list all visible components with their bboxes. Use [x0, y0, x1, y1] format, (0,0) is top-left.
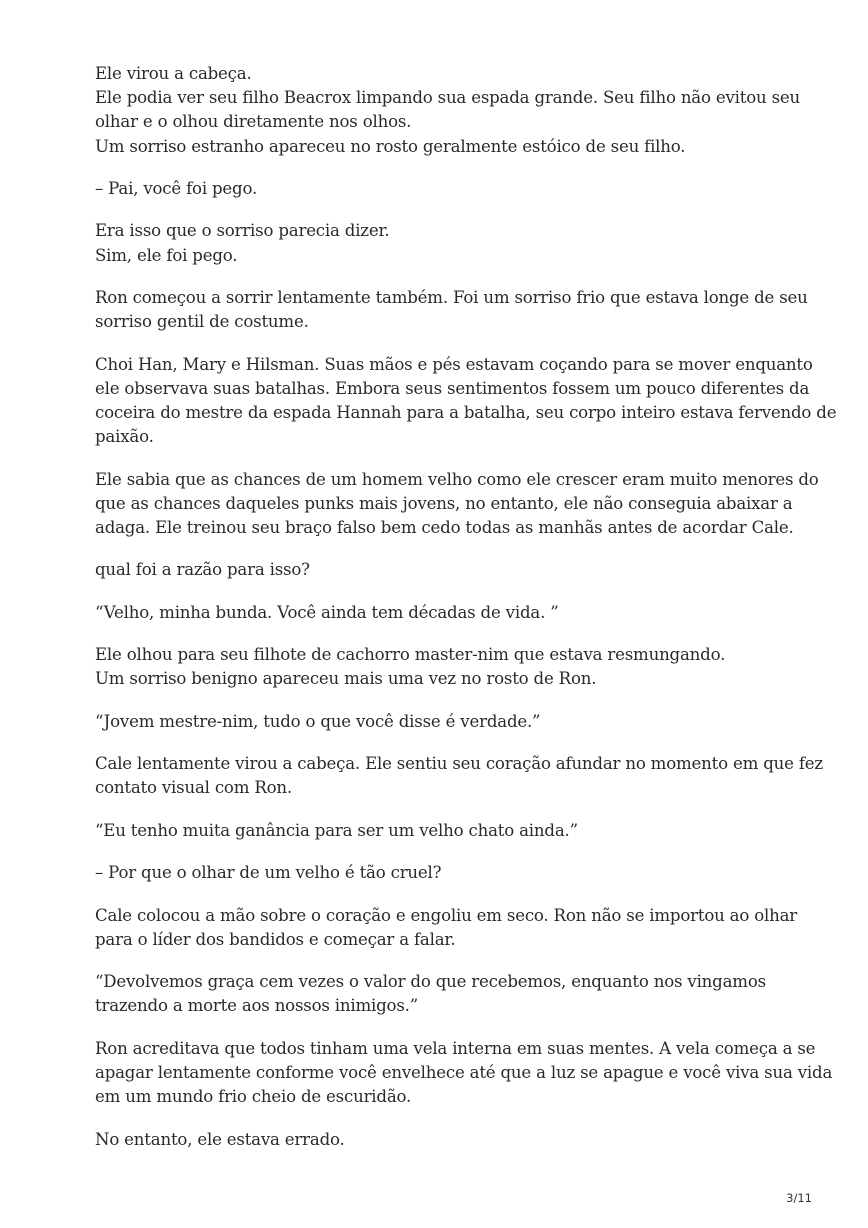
- paragraph: [95, 752, 823, 800]
- text-line: coceira do mestre da espada Hannah para a batalha, seu corpo inteiro estava fervendo de: [95, 402, 837, 422]
- text-line: – Pai, você foi pego.: [95, 179, 258, 198]
- text-line: qual foi a razão para isso?: [95, 560, 310, 580]
- text-line: Cale lentamente virou a cabeça. Ele sentiu seu coração afundar no momento em que fez: [95, 754, 823, 774]
- text-line: – Por que o olhar de um velho é tão cruel?: [95, 863, 442, 883]
- paragraph: [95, 861, 795, 885]
- paragraph: [95, 468, 819, 541]
- text-line: apagar lentamente conforme você envelhece até que a luz se apague e você viva sua vida: [95, 1062, 833, 1082]
- paragraph: [95, 904, 798, 952]
- text-line: Ele podia ver seu filho Beacrox limpando sua espada grande. Seu filho não evitou seu: [95, 88, 801, 108]
- paragraph: [95, 177, 795, 201]
- document-page: [95, 62, 837, 1170]
- text-line: Ron acreditava que todos tinham uma vela interna em suas mentes. A vela começa a se: [95, 1038, 816, 1058]
- text-line: olhar e o olhou diretamente nos olhos.: [95, 112, 412, 132]
- text-line: Ron começou a sorrir lentamente também. Foi um sorriso frio que estava longe de seu: [95, 287, 808, 307]
- text-line: trazendo a morte aos nossos inimigos.”: [95, 996, 419, 1016]
- text-line: Era isso que o sorriso parecia dizer.: [95, 221, 390, 241]
- text-line: “Eu tenho muita ganância para ser um velho chato ainda.”: [95, 820, 578, 840]
- text-line: “Jovem mestre-nim, tudo o que você disse é verdade.”: [95, 711, 541, 731]
- text-line: “Velho, minha bunda. Você ainda tem décadas de vida. ”: [95, 602, 559, 622]
- paragraph: [95, 353, 837, 450]
- text-line: Ele virou a cabeça.: [95, 64, 252, 83]
- text-line: para o líder dos bandidos e começar a falar.: [95, 929, 456, 949]
- page-number: 3/11: [786, 1191, 812, 1205]
- text-line: contato visual com Ron.: [95, 778, 292, 798]
- text-line: sorriso gentil de costume.: [95, 312, 309, 332]
- text-line: adaga. Ele treinou seu braço falso bem cedo todas as manhãs antes de acordar Cale.: [95, 517, 794, 537]
- text-line: Sim, ele foi pego.: [95, 245, 238, 265]
- text-line: em um mundo frio cheio de escuridão.: [95, 1087, 412, 1107]
- paragraph: [95, 1037, 833, 1110]
- text-line: Um sorriso estranho apareceu no rosto geralmente estóico de seu filho.: [95, 136, 686, 156]
- text-line: que as chances daqueles punks mais jovens, no entanto, ele não conseguia abaixar a: [95, 493, 793, 513]
- paragraph: [95, 558, 795, 582]
- paragraph: [95, 643, 795, 691]
- paragraph: [95, 286, 808, 334]
- text-line: Um sorriso benigno apareceu mais uma vez no rosto de Ron.: [95, 669, 597, 689]
- paragraph: [95, 710, 795, 734]
- text-line: ele observava suas batalhas. Embora seus sentimentos fossem um pouco diferentes da: [95, 378, 810, 398]
- text-line: “Devolvemos graça cem vezes o valor do que recebemos, enquanto nos vingamos: [95, 972, 766, 992]
- text-line: Choi Han, Mary e Hilsman. Suas mãos e pés estavam coçando para se mover enquanto: [95, 354, 813, 374]
- paragraph: [95, 62, 801, 159]
- text-line: Ele olhou para seu filhote de cachorro master-nim que estava resmungando.: [95, 645, 726, 665]
- text-line: Ele sabia que as chances de um homem velho como ele crescer eram muito menores do: [95, 469, 819, 489]
- text-line: paixão.: [95, 427, 154, 447]
- text-line: Cale colocou a mão sobre o coração e engoliu em seco. Ron não se importou ao olhar: [95, 905, 798, 925]
- paragraph: [95, 601, 795, 625]
- paragraph: [95, 1128, 795, 1152]
- text-line: No entanto, ele estava errado.: [95, 1129, 345, 1149]
- paragraph: [95, 970, 795, 1018]
- paragraph: [95, 819, 795, 843]
- paragraph: [95, 219, 795, 267]
